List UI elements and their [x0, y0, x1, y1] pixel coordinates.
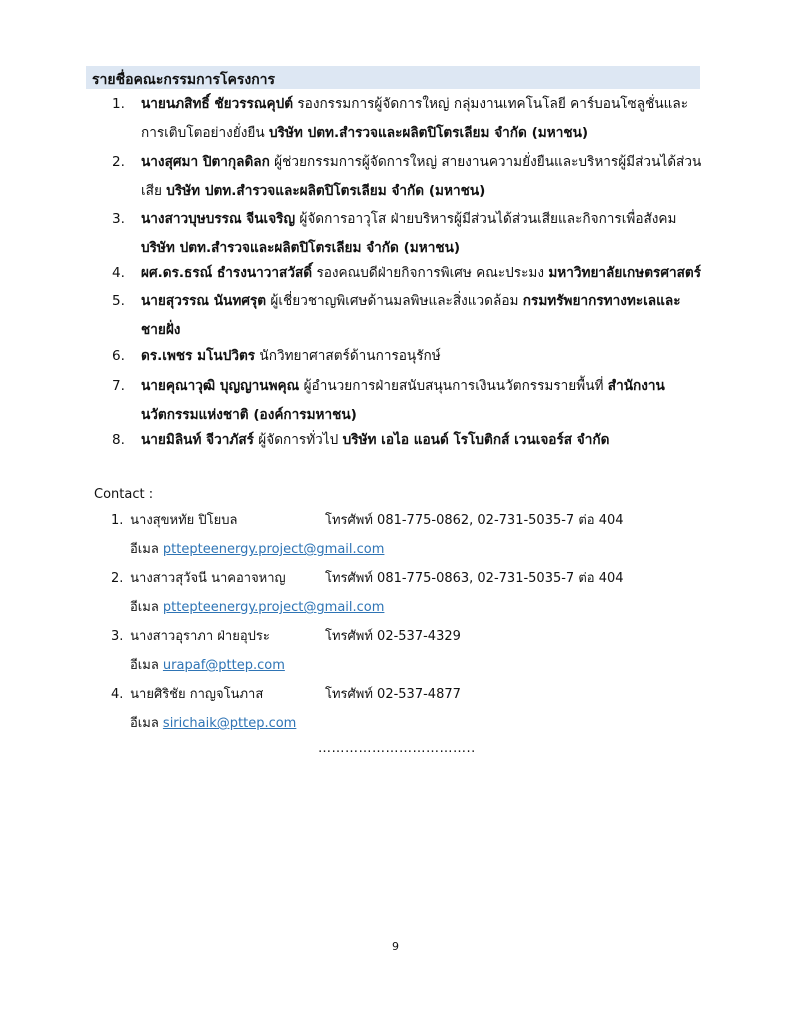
contact-item-2 [111, 564, 671, 622]
member-role: ผู้จัดการอาวุโส ฝ่ายบริหารผู้มีส่วนได้ส่วนเสียและกิจการเพื่อสังคม [295, 211, 677, 227]
email-link[interactable]: pttepteenergy.project@gmail.com [162, 542, 385, 557]
member-org: บริษัท ปตท.สำรวจและผลิตปิโตรเลียม จำกัด (มหาชน) [141, 240, 461, 256]
member-org: บริษัท ปตท.สำรวจและผลิตปิโตรเลียม จำกัด (มหาชน) [166, 183, 486, 199]
section-heading: รายชื่อคณะกรรมการโครงการ [92, 72, 276, 88]
member-number: 1. [112, 96, 125, 112]
contact-title: Contact : [94, 487, 154, 502]
member-name: นายสุวรรณ นันทศรุต [141, 293, 267, 309]
member-item-3 [112, 205, 702, 263]
contact-phone: โทรศัพท์ 081-775-0863, 02-731-5035-7 ต่อ 404 [325, 571, 624, 586]
contact-item-4 [111, 680, 671, 738]
member-number: 6. [112, 348, 125, 364]
member-org: บริษัท ปตท.สำรวจและผลิตปิโตรเลียม จำกัด (มหาชน) [268, 125, 589, 141]
member-name: นายนภสิทธิ์ ชัยวรรณคุปต์ [141, 96, 294, 112]
member-role: ผู้จัดการทั่วไป [253, 432, 343, 448]
contact-name: นางสาวสุวัจนี นาคอาจหาญ [130, 571, 286, 586]
email-link[interactable]: urapaf@pttep.com [162, 658, 285, 673]
contact-name: นายศิริชัย กาญจโนภาส [130, 687, 264, 702]
contact-number: 4. [111, 687, 124, 702]
member-role: รองกรรมการผู้จัดการใหญ่ กลุ่มงานเทคโนโลยี คาร์บอนโซลูชั่นและการเติบโตอย่างยั่งยืน [141, 96, 689, 141]
contact-phone: โทรศัพท์ 081-775-0862, 02-731-5035-7 ต่อ 404 [325, 513, 624, 528]
member-role: นักวิทยาศาสตร์ด้านการอนุรักษ์ [255, 348, 441, 364]
member-item-8 [112, 426, 702, 455]
contact-item-1 [111, 506, 671, 564]
email-label: อีเมล [130, 658, 163, 673]
member-number: 3. [112, 211, 125, 227]
contact-phone: โทรศัพท์ 02-537-4877 [325, 687, 461, 702]
member-role: ผู้ช่วยกรรมการผู้จัดการใหญ่ สายงานความยั่งยืนและบริหารผู้มีส่วนได้ส่วนเสีย [141, 154, 702, 199]
contact-number: 2. [111, 571, 124, 586]
section-heading-bar [86, 66, 700, 89]
member-role: รองคณบดีฝ่ายกิจการพิเศษ คณะประมง [312, 265, 549, 281]
member-number: 4. [112, 265, 125, 281]
contact-name: นางสุขหทัย ปิโยบล [130, 513, 238, 528]
page-number: 9 [392, 940, 399, 953]
email-link[interactable]: sirichaik@pttep.com [162, 716, 297, 731]
member-name: นายมิลินท์ จีวาภัสร์ [141, 432, 254, 448]
member-org: บริษัท เอไอ แอนด์ โรโบติกส์ เวนเจอร์ส จำกัด [342, 432, 610, 448]
contact-phone: โทรศัพท์ 02-537-4329 [325, 629, 461, 644]
contact-item-3 [111, 622, 671, 680]
dotted-separator: …………………………….. [318, 741, 476, 756]
member-org: สำนักงานนวัตกรรมแห่งชาติ (องค์การมหาชน) [141, 378, 665, 423]
member-item-7 [112, 372, 702, 430]
member-item-5 [112, 287, 702, 345]
member-name: นางสุศมา ปิตากุลดิลก [141, 154, 270, 170]
member-item-4 [112, 259, 702, 288]
member-item-2 [112, 148, 702, 206]
member-number: 2. [112, 154, 125, 170]
member-org: มหาวิทยาลัยเกษตรศาสตร์ [548, 265, 702, 281]
contact-number: 1. [111, 513, 124, 528]
email-link[interactable]: pttepteenergy.project@gmail.com [162, 600, 385, 615]
email-label: อีเมล [130, 600, 163, 615]
member-number: 8. [112, 432, 125, 448]
member-role: ผู้อำนวยการฝ่ายสนับสนุนการเงินนวัตกรรมรายพื้นที่ [299, 378, 608, 394]
member-role: ผู้เชี่ยวชาญพิเศษด้านมลพิษและสิ่งแวดล้อม [266, 293, 523, 309]
member-name: ดร.เพชร มโนปวิตร [141, 348, 256, 364]
member-org: กรมทรัพยากรทางทะเลและชายฝั่ง [141, 293, 681, 338]
member-name: ผศ.ดร.ธรณ์ ธำรงนาวาสวัสดิ์ [141, 265, 313, 281]
member-name: นางสาวบุษบรรณ จีนเจริญ [141, 211, 296, 227]
email-label: อีเมล [130, 716, 163, 731]
member-item-1 [112, 90, 702, 148]
member-number: 5. [112, 293, 125, 309]
member-item-6 [112, 342, 702, 371]
contact-number: 3. [111, 629, 124, 644]
email-label: อีเมล [130, 542, 163, 557]
member-name: นายคุณาวุฒิ บุญญานพคุณ [141, 378, 300, 394]
member-number: 7. [112, 378, 125, 394]
contact-name: นางสาวอุราภา ฝ่ายอุประ [130, 629, 270, 644]
